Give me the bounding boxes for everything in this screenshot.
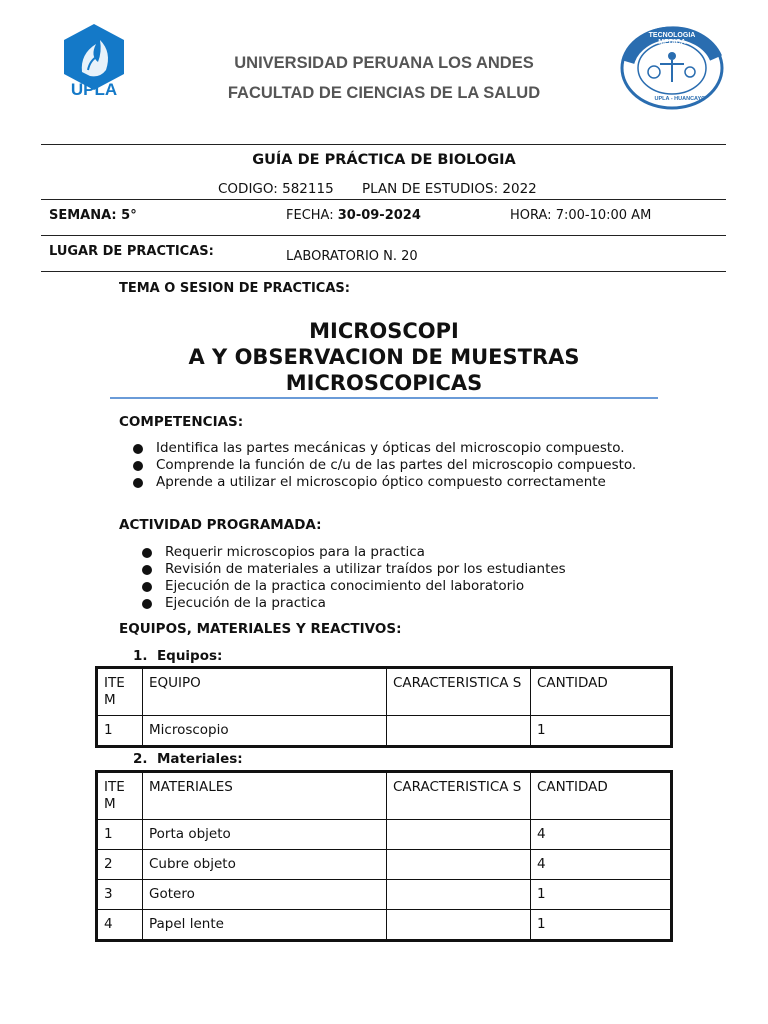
table-cell: 1 [97, 716, 143, 747]
equipos-subheading: 1. Equipos: [133, 648, 223, 664]
study-plan: PLAN DE ESTUDIOS: 2022 [361, 181, 537, 197]
table-row [97, 716, 672, 747]
date-value: 30-09-2024 [337, 208, 421, 223]
course-code: CODIGO: 582115 [218, 181, 334, 197]
table-cell: 4 [531, 820, 672, 850]
equipos-table [95, 666, 673, 748]
header-cell: CANTIDAD [531, 668, 672, 716]
table-row [97, 820, 672, 850]
header-cell: ITE M [97, 772, 143, 820]
table-cell: 1 [531, 716, 672, 747]
seal-bottom-text: UPLA - HUANCAYO [654, 96, 706, 102]
place-label: LUGAR DE PRACTICAS: [49, 244, 214, 259]
divider [41, 271, 726, 272]
materiales-subheading: 2. Materiales: [133, 751, 243, 767]
divider [41, 199, 726, 200]
bullet-icon [133, 461, 143, 471]
table-row [97, 880, 672, 910]
topic-title [0, 318, 768, 396]
bullet-icon [142, 548, 152, 558]
table-cell: Gotero [143, 880, 387, 910]
week-label: SEMANA: 5° [49, 208, 137, 223]
table-cell: 1 [531, 880, 672, 910]
table-header-row [97, 772, 672, 820]
actividad-list [142, 544, 662, 612]
title-underline [110, 397, 658, 399]
competencias-list [133, 440, 657, 491]
table-cell [387, 850, 531, 880]
list-item: Requerir microscopios para la practica [142, 544, 662, 561]
date-field [286, 208, 421, 223]
list-item: Identifica las partes mecánicas y ópticas del microscopio compuesto. [133, 440, 657, 457]
table-cell [387, 820, 531, 850]
university-name: UNIVERSIDAD PERUANA LOS ANDES [234, 54, 534, 72]
header-cell: CARACTERISTICA S [387, 668, 531, 716]
table-row [97, 850, 672, 880]
upla-logo-text: UPLA [70, 80, 118, 99]
table-row [97, 910, 672, 941]
list-item: Revisión de materiales a utilizar traídos por los estudiantes [142, 561, 662, 578]
bullet-icon [142, 582, 152, 592]
time-field: HORA: 7:00-10:00 AM [510, 208, 652, 223]
bullet-icon [133, 478, 143, 488]
equipos-materiales-heading: EQUIPOS, MATERIALES Y REACTIVOS: [119, 621, 402, 637]
header-cell: CANTIDAD [531, 772, 672, 820]
list-item: Comprende la función de c/u de las partes del microscopio compuesto. [133, 457, 657, 474]
table-cell [387, 910, 531, 941]
actividad-heading: ACTIVIDAD PROGRAMADA: [119, 517, 322, 533]
header-cell: ITE M [97, 668, 143, 716]
seal-top-text: TECNOLOGIA MEDICA [648, 32, 696, 46]
bullet-icon [142, 599, 152, 609]
header-cell: EQUIPO [143, 668, 387, 716]
bullet-icon [142, 565, 152, 575]
table-cell: Microscopio [143, 716, 387, 747]
divider [41, 235, 726, 236]
table-cell [387, 716, 531, 747]
topic-title-line2: A Y OBSERVACION DE MUESTRAS [188, 345, 580, 369]
table-cell: 3 [97, 880, 143, 910]
table-cell: 4 [97, 910, 143, 941]
divider [41, 144, 726, 145]
table-cell: 1 [531, 910, 672, 941]
header-cell: CARACTERISTICA S [387, 772, 531, 820]
table-header-row [97, 668, 672, 716]
table-cell: Cubre objeto [143, 850, 387, 880]
header-cell: MATERIALES [143, 772, 387, 820]
table-cell: 1 [97, 820, 143, 850]
topic-title-line1: MICROSCOPI [309, 319, 459, 343]
faculty-name: FACULTAD DE CIENCIAS DE LA SALUD [227, 84, 541, 102]
place-value: LABORATORIO N. 20 [286, 249, 418, 264]
list-item: Ejecución de la practica conocimiento del laboratorio [142, 578, 662, 595]
table-cell: 4 [531, 850, 672, 880]
guide-title: GUÍA DE PRÁCTICA DE BIOLOGIA [252, 152, 516, 168]
list-item: Ejecución de la practica [142, 595, 662, 612]
topic-label: TEMA O SESION DE PRACTICAS: [119, 281, 350, 296]
table-cell: Porta objeto [143, 820, 387, 850]
topic-title-line3: MICROSCOPICAS [285, 371, 483, 395]
bullet-icon [133, 444, 143, 454]
competencias-heading: COMPETENCIAS: [119, 414, 244, 430]
codes-line [218, 181, 561, 197]
list-item: Aprende a utilizar el microscopio óptico compuesto correctamente [133, 474, 657, 491]
table-cell: Papel lente [143, 910, 387, 941]
date-label: FECHA: [286, 208, 334, 223]
materiales-table [95, 770, 673, 942]
table-cell [387, 880, 531, 910]
table-cell: 2 [97, 850, 143, 880]
